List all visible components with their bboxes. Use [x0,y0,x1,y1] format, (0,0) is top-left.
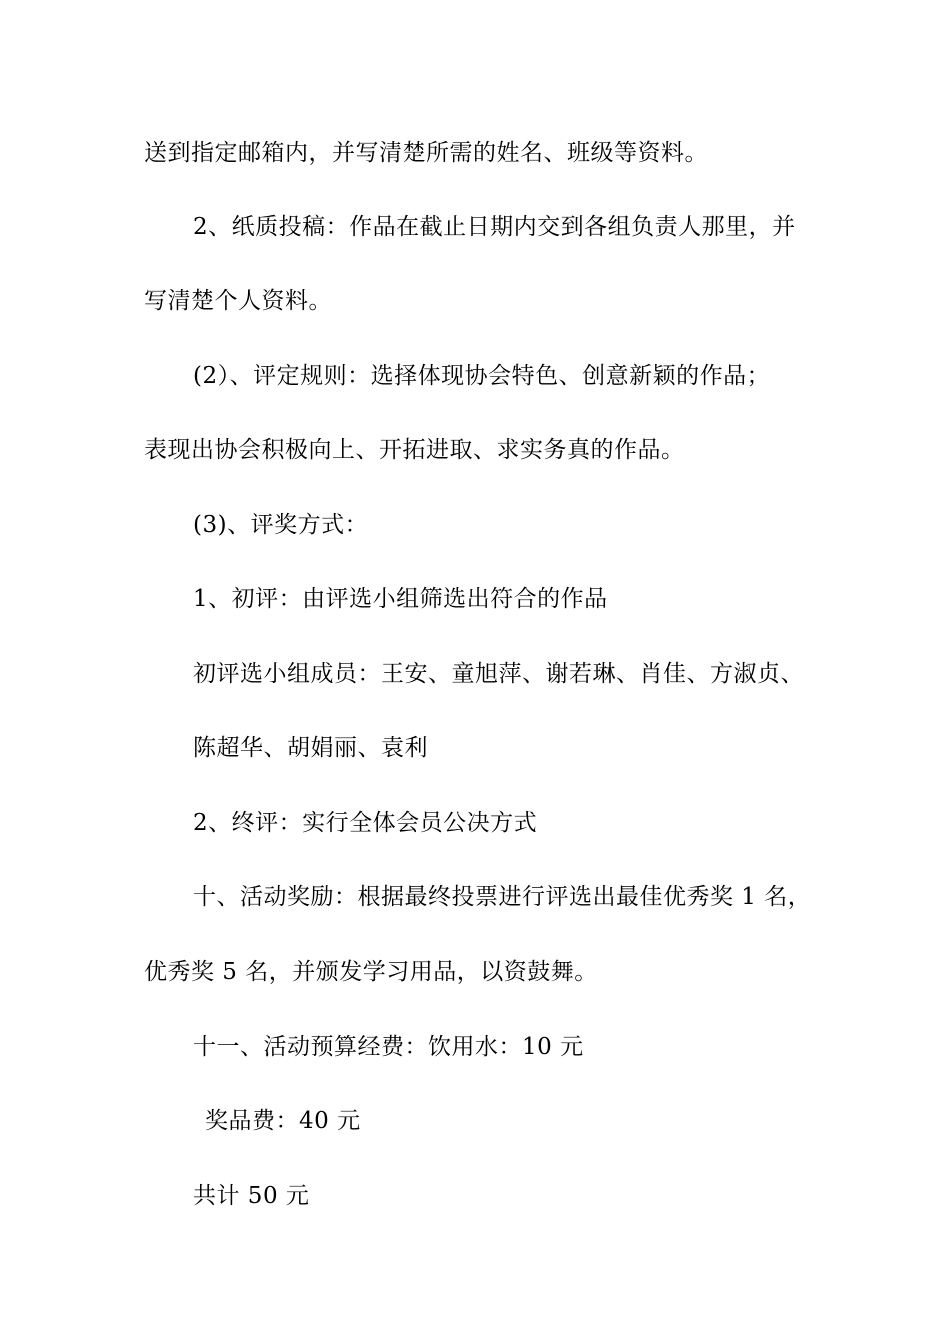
paragraph-line: 陈超华、胡娟丽、袁利 [193,735,428,761]
paragraph-line: 1、初评：由评选小组筛选出符合的作品 [193,586,608,612]
paragraph-line: 写清楚个人资料。 [144,288,332,314]
paragraph-line: 2、终评：实行全体会员公决方式 [193,810,538,836]
paragraph-line: 送到指定邮箱内，并写清楚所需的姓名、班级等资料。 [144,140,708,166]
paragraph-line: 奖品费：40 元 [205,1108,361,1134]
section-heading: (3)、评奖方式： [193,512,369,538]
paragraph-line: 十、活动奖励：根据最终投票进行评选出最佳优秀奖 1 名， [193,884,812,910]
paragraph-line: 优秀奖 5 名，并颁发学习用品，以资鼓舞。 [144,959,598,985]
paragraph-line: 共计 50 元 [193,1183,310,1209]
paragraph-line: 十一、活动预算经费：饮用水：10 元 [193,1034,584,1060]
paragraph-line: 初评选小组成员：王安、童旭萍、谢若琳、肖佳、方淑贞、 [193,661,804,687]
paragraph-line: 2、纸质投稿：作品在截止日期内交到各组负责人那里，并 [193,214,796,240]
paragraph-line: (2）、评定规则：选择体现协会特色、创意新颖的作品； [193,363,771,389]
paragraph-line: 表现出协会积极向上、开拓进取、求实务真的作品。 [144,437,685,463]
